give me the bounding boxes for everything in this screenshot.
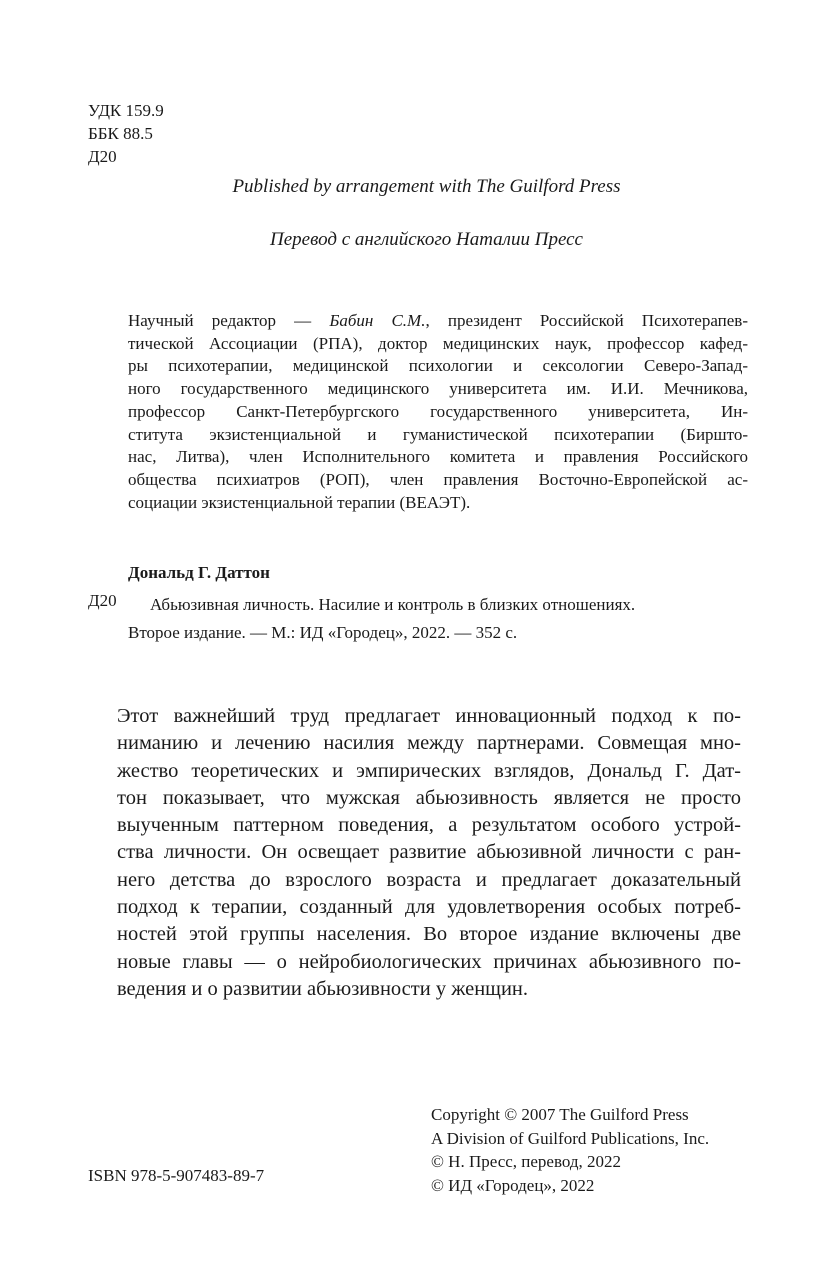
copyright-line: © Н. Пресс, перевод, 2022 xyxy=(431,1152,622,1172)
author-mark-code: Д20 xyxy=(88,147,117,166)
editor-line: ры психотерапии, медицинской психологии и сексологии Северо-Запад- xyxy=(128,356,748,376)
annotation-line: ниманию и лечению насилия между партнерами. Совмещая мно- xyxy=(117,732,741,755)
bibliography-title-line: Абьюзивная личность. Насилие и контроль в близких отношениях. xyxy=(150,595,636,614)
editor-line: ститута экзистенциальной и гуманистической психотерапии (Биршто- xyxy=(128,424,748,444)
scientific-editor-block xyxy=(128,310,748,514)
translation-note: Перевод с английского Наталии Пресс xyxy=(270,229,583,250)
annotation-line: него детства до взрослого возраста и предлагает доказательный xyxy=(117,868,741,891)
copyright-line: Copyright © 2007 The Guilford Press xyxy=(431,1105,689,1124)
annotation-line: подход к терапии, созданный для удовлетворения особых потреб- xyxy=(117,896,741,919)
editor-line: профессор Санкт-Петербургского государственного университета, Ин- xyxy=(128,401,748,421)
editor-line: тической Ассоциации (РПА), доктор медицинских наук, профессор кафед- xyxy=(128,333,748,353)
annotation-line: жество теоретических и эмпирических взглядов, Дональд Г. Дат- xyxy=(117,759,741,782)
editor-line xyxy=(128,310,748,333)
annotation-line: выученным паттерном поведения, а результатом особого устрой- xyxy=(117,814,741,837)
copyright-line: A Division of Guilford Publications, Inc. xyxy=(431,1128,710,1148)
catalog-codes xyxy=(88,99,164,168)
annotation-line: новые главы — о нейробиологических причинах абьюзивного по- xyxy=(117,950,741,973)
editor-prefix: Научный редактор — xyxy=(128,311,330,330)
editor-line: общества психиатров (РОП), член правления Восточно-Европейской ас- xyxy=(128,469,748,489)
annotation-line: ства личности. Он освещает развитие абьюзивной личности с ран- xyxy=(117,841,741,864)
annotation-paragraph xyxy=(117,703,741,1003)
isbn: ISBN 978-5-907483-89-7 xyxy=(88,1166,265,1185)
bibliographic-description xyxy=(128,591,747,647)
copyright-line: © ИД «Городец», 2022 xyxy=(431,1175,595,1195)
editor-line: социации экзистенциальной терапии (ВЕАЭТ). xyxy=(128,492,471,512)
editor-name: Бабин С.М. xyxy=(329,311,426,330)
annotation-line: Этот важнейший труд предлагает инновационный подход к по- xyxy=(117,705,741,727)
annotation-line: тон показывает, что мужская абьюзивность является не просто xyxy=(117,786,741,809)
annotation-line: ведения и о развитии абьюзивности у женщин. xyxy=(117,977,529,1000)
copyright-block xyxy=(431,1103,709,1197)
book-author: Дональд Г. Даттон xyxy=(128,563,270,582)
annotation-line: ностей этой группы населения. Во второе издание включены две xyxy=(117,923,741,946)
editor-line: ного государственного медицинского университета им. И.И. Мечникова, xyxy=(128,379,748,399)
bibliography-code: Д20 xyxy=(88,591,117,610)
published-by-note: Published by arrangement with The Guilford Press xyxy=(232,176,621,197)
editor-line: нас, Литва), член Исполнительного комитета и правления Российского xyxy=(128,447,748,467)
udk-code: УДК 159.9 xyxy=(88,101,164,120)
editor-line1-rest: , президент Российской Психотерапев- xyxy=(425,311,748,330)
bibliography-edition-line: Второе издание. — М.: ИД «Городец», 2022. — 352 с. xyxy=(128,623,518,642)
bbk-code: ББК 88.5 xyxy=(88,124,153,143)
